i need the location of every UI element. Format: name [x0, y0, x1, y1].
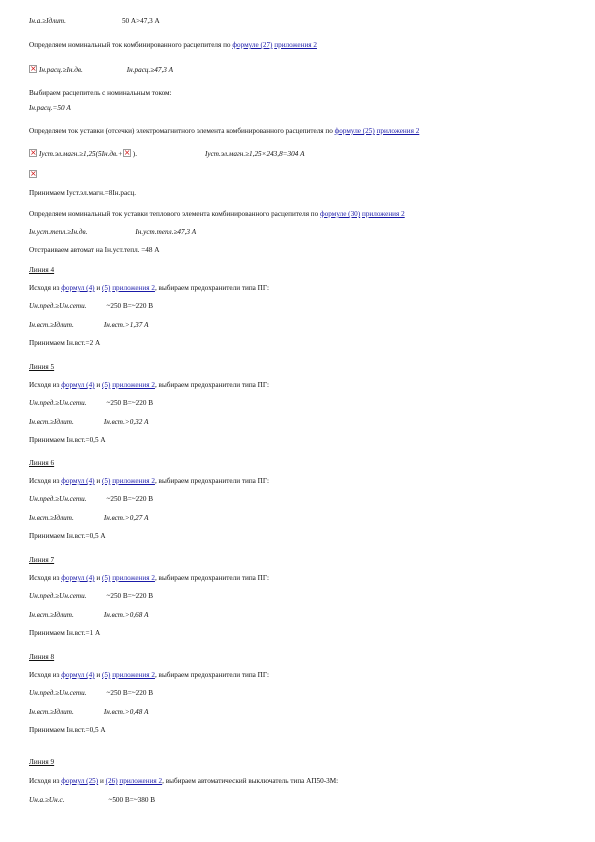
link-formula-4[interactable]: формул (4) — [61, 671, 95, 679]
broken-image-icon — [29, 170, 37, 178]
link-appendix-2[interactable]: приложения 2 — [112, 671, 155, 679]
link-appendix-2[interactable]: приложения 2 — [112, 381, 155, 389]
text-fuse-intro: Исходя из формул (4) и (5) приложения 2, выбираем предохранители типа ПГ: — [29, 381, 269, 389]
link-formula-25[interactable]: формуле (25) — [334, 127, 375, 135]
text-tune-breaker: Отстраиваем автомат на Iн.уст.тепл. =48 А — [29, 246, 160, 254]
link-formula-27[interactable]: формуле (27) — [232, 41, 273, 49]
link-formula-4[interactable]: формул (4) — [61, 381, 95, 389]
text-fuse-accept: Принимаем Iн.вст.=0,5 А — [29, 436, 106, 444]
link-formula-5[interactable]: (5) — [102, 574, 111, 582]
link-formula-30[interactable]: формуле (30) — [320, 210, 361, 218]
section-title: Линия 4 — [29, 266, 55, 274]
link-appendix-2[interactable]: приложения 2 — [112, 574, 155, 582]
eq-fuse-current: Iн.вст.≥Iдлит. Iн.вст.>1,37 А — [29, 321, 149, 329]
eq-line9-voltage: Uн.а.≥Uн.с. ~500 В=~380 В — [29, 796, 156, 804]
text-fuse-intro: Исходя из формул (4) и (5) приложения 2, выбираем предохранители типа ПГ: — [29, 284, 269, 292]
link-appendix-2[interactable]: приложения 2 — [361, 210, 405, 218]
section-title: Линия 5 — [29, 363, 55, 371]
eq-fuse-current: Iн.вст.≥Iдлит. Iн.вст.>0,32 А — [29, 418, 149, 426]
section-title-line-9: Линия 9 — [29, 758, 55, 766]
eq-fuse-current: Iн.вст.≥Iдлит. Iн.вст.>0,48 А — [29, 708, 149, 716]
eq-current-check: Iн.а.≥Iдлит. 50 А>47,3 А — [29, 17, 160, 25]
eq-fuse-voltage: Uн.пред.≥Uн.сети. ~250 В=~220 В — [29, 495, 154, 503]
link-appendix-2[interactable]: приложения 2 — [119, 777, 163, 785]
link-formula-5[interactable]: (5) — [102, 477, 111, 485]
eq-fuse-current: Iн.вст.≥Iдлит. Iн.вст.>0,27 А — [29, 514, 149, 522]
text-fuse-accept: Принимаем Iн.вст.=0,5 А — [29, 532, 106, 540]
link-formula-5[interactable]: (5) — [102, 671, 111, 679]
section-title: Линия 7 — [29, 556, 55, 564]
broken-image-icon — [123, 149, 131, 157]
link-appendix-2[interactable]: приложения 2 — [112, 477, 155, 485]
text-choose-release: Выбираем расцепитель с номинальным током: — [29, 89, 172, 97]
text-fuse-intro: Исходя из формул (4) и (5) приложения 2, выбираем предохранители типа ПГ: — [29, 574, 269, 582]
text-fuse-intro: Исходя из формул (4) и (5) приложения 2, выбираем предохранители типа ПГ: — [29, 671, 269, 679]
text-nominal-current: Определяем номинальный ток комбинированного расцепителя по формуле (27) приложения 2 — [29, 41, 317, 49]
text-fuse-accept: Принимаем Iн.вст.=1 А — [29, 629, 101, 637]
link-formula-5[interactable]: (5) — [102, 381, 111, 389]
broken-image-icon — [29, 149, 37, 157]
link-formula-25[interactable]: формул (25) — [61, 777, 99, 785]
text-fuse-accept: Принимаем Iн.вст.=2 А — [29, 339, 101, 347]
eq-setpoint-magnetic: ×Iуст.эл.магн.≥1,25(5Iн.дв.+× ). Iуст.эл.магн.≥1,25×243,8=304 А — [29, 149, 304, 159]
eq-release-nominal: ×Iн.расц.≥Iн.дв. Iн.расц.≥47,3 А — [29, 65, 173, 75]
section-title: Линия 6 — [29, 459, 55, 467]
text-setpoint-magnetic: Определяем ток уставки (отсечки) электромагнитного элемента комбинированного расцепителя по формуле (25) приложения 2 — [29, 127, 420, 135]
text-fuse-accept: Принимаем Iн.вст.=0,5 А — [29, 726, 106, 734]
text-line9-intro: Исходя из формул (25) и (26) приложения 2, выбираем автоматический выключатель типа АП50-3М: — [29, 777, 339, 785]
text-fuse-intro: Исходя из формул (4) и (5) приложения 2, выбираем предохранители типа ПГ: — [29, 477, 269, 485]
link-appendix-2[interactable]: приложения 2 — [112, 284, 155, 292]
eq-fuse-voltage: Uн.пред.≥Uн.сети. ~250 В=~220 В — [29, 399, 154, 407]
broken-image-icon — [29, 65, 37, 73]
link-formula-26[interactable]: (26) — [105, 777, 118, 785]
eq-fuse-voltage: Uн.пред.≥Uн.сети. ~250 В=~220 В — [29, 689, 154, 697]
link-formula-5[interactable]: (5) — [102, 284, 111, 292]
broken-image-row — [29, 170, 39, 180]
link-formula-4[interactable]: формул (4) — [61, 284, 95, 292]
link-appendix-2[interactable]: приложения 2 — [274, 41, 317, 49]
link-formula-4[interactable]: формул (4) — [61, 574, 95, 582]
text-accept-setpoint: Принимаем Iуст.эл.магн.=8Iн.расц. — [29, 189, 137, 197]
eq-fuse-voltage: Uн.пред.≥Uн.сети. ~250 В=~220 В — [29, 592, 154, 600]
section-title: Линия 8 — [29, 653, 55, 661]
eq-setpoint-thermal: Iн.уст.тепл.≥Iн.дв. Iн.уст.тепл.≥47,3 А — [29, 228, 197, 236]
link-appendix-2[interactable]: приложения 2 — [376, 127, 420, 135]
eq-release-value: Iн.расц.=50 А — [29, 104, 71, 112]
eq-fuse-current: Iн.вст.≥Iдлит. Iн.вст.>0,68 А — [29, 611, 149, 619]
link-formula-4[interactable]: формул (4) — [61, 477, 95, 485]
eq-fuse-voltage: Uн.пред.≥Uн.сети. ~250 В=~220 В — [29, 302, 154, 310]
text-setpoint-thermal: Определяем номинальный ток уставки теплового элемента комбинированного расцепителя по формуле (30) приложения 2 — [29, 210, 405, 218]
